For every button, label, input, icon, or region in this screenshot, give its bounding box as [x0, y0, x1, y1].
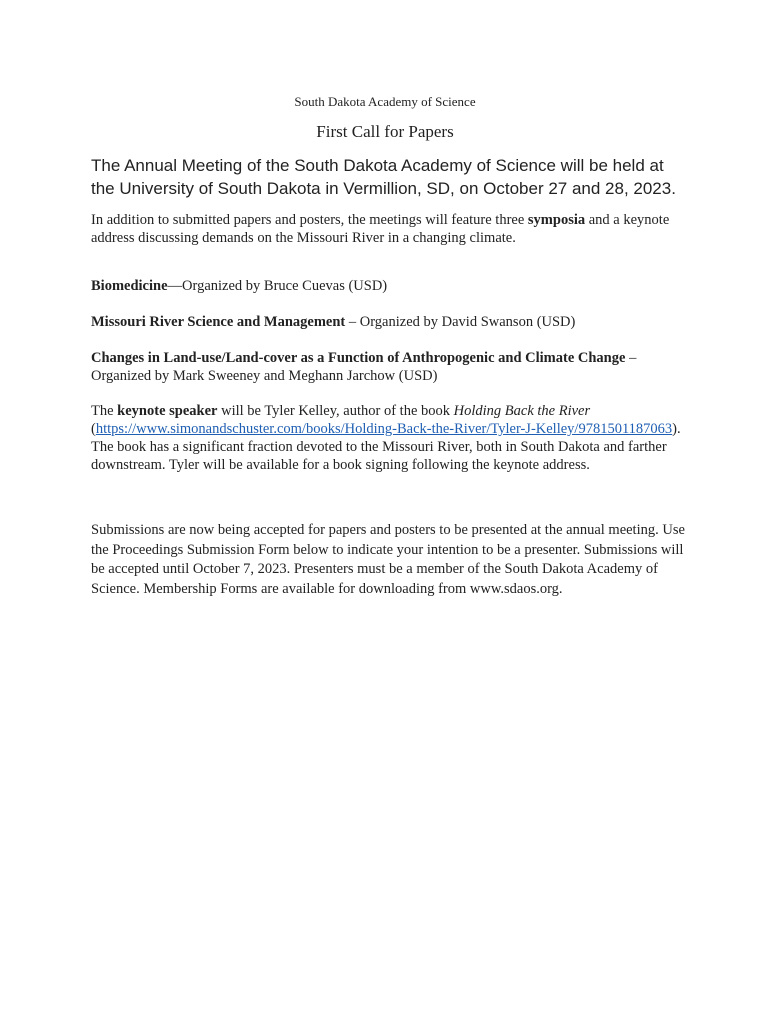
symposium-organizer: —Organized by Bruce Cuevas (USD) — [167, 278, 388, 294]
submissions-paragraph: Submissions are now being accepted for papers and posters to be presented at the annual meeting. Use the Proceedings Submission Form below to indicate your intention to be a presenter. Submissions will be accepted until October 7, 2023. Presenters must be a member of the South Dakota Academy of Science. Membership Forms are available for downloading from www.sdaos.org. — [91, 522, 685, 597]
keynote-prefix: The — [91, 403, 118, 419]
symposium-name: Changes in Land-use/Land-cover as a Function of Anthropogenic and Climate Change — [91, 350, 626, 366]
book-title: Holding Back the River — [453, 403, 591, 419]
symposium-land-use — [91, 349, 691, 385]
intro-text-after: and a keynote address discussing demands on the Missouri River in a changing climate. — [91, 212, 670, 246]
symposium-organizer: – Organized by Mark Sweeney and Meghann Jarchow (USD) — [91, 350, 637, 384]
symposium-biomedicine — [91, 277, 691, 295]
keynote-middle: will be Tyler Kelley, author of the book — [217, 403, 454, 419]
keynote-speaker-bold: keynote speaker — [117, 403, 218, 419]
intro-text-before: In addition to submitted papers and posters, the meetings will feature three — [91, 212, 528, 228]
keynote-after: ). The book has a significant fraction devoted to the Missouri River, both in South Dakota and farther downstream. Tyler will be available for a book signing following the keynote address. — [91, 421, 681, 473]
symposium-organizer: – Organized by David Swanson (USD) — [345, 314, 576, 330]
meeting-announcement: The Annual Meeting of the South Dakota Academy of Science will be held at the University of South Dakota in Vermillion, SD, on October 27 and 28, 2023. — [91, 156, 676, 198]
symposium-name: Biomedicine — [91, 278, 168, 294]
keynote-paren: ( — [91, 421, 96, 437]
book-link[interactable]: https://www.simonandschuster.com/books/Holding-Back-the-River/Tyler-J-Kelley/9781501187063 — [95, 421, 673, 437]
page-title: First Call for Papers — [316, 122, 454, 141]
symposium-missouri-river — [91, 313, 691, 331]
organization-name: South Dakota Academy of Science — [294, 94, 476, 109]
intro-symposia-bold: symposia — [527, 212, 586, 228]
intro-paragraph — [91, 211, 691, 247]
keynote-paragraph — [91, 402, 691, 474]
symposium-name: Missouri River Science and Management — [91, 314, 346, 330]
